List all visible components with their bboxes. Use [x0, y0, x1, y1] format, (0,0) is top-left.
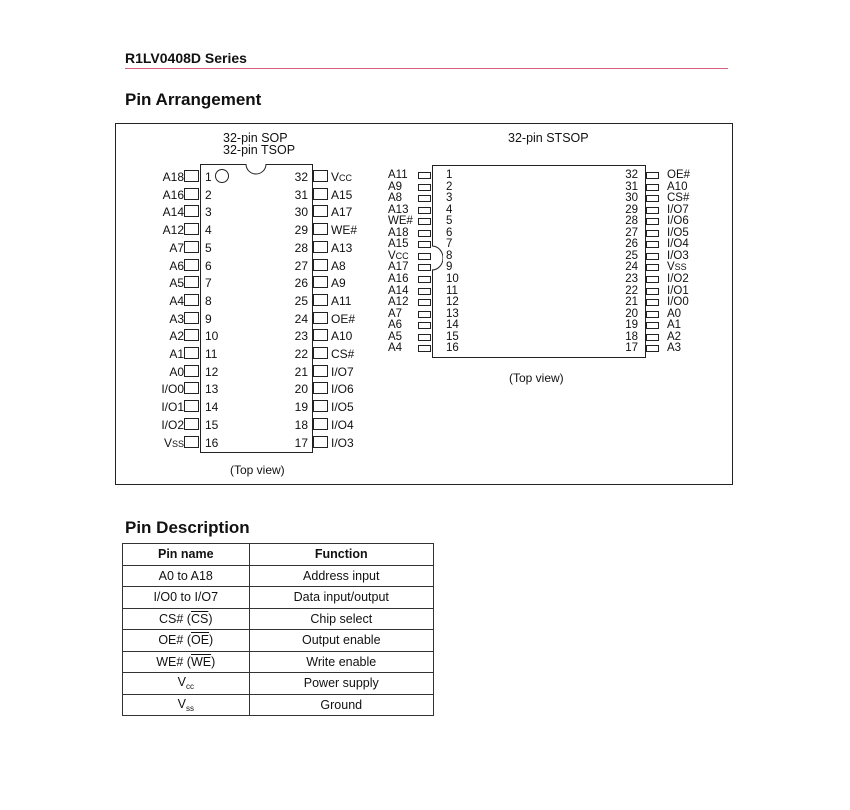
- stsop-pin-lead: [418, 276, 431, 283]
- sop-pin-lead: [313, 294, 328, 306]
- sop-pin-name: A12: [162, 223, 184, 238]
- sop-pin-lead: [184, 170, 199, 182]
- sop-pin-number: 15: [205, 417, 219, 432]
- sop-pin-number: 6: [205, 258, 212, 273]
- stsop-pin-lead: [418, 322, 431, 329]
- stsop-pin-lead: [418, 253, 431, 260]
- pin-name-cell: $V_{cc}$: [123, 673, 250, 695]
- table-row: [123, 565, 434, 587]
- sop-pin-name: I/O5: [331, 400, 354, 415]
- stsop-pin-number: 18: [625, 330, 638, 343]
- stsop-pin-lead: [646, 299, 659, 306]
- stsop-pin-name: A14: [388, 284, 409, 297]
- stsop-pin-number: 29: [625, 203, 638, 216]
- stsop-pin-number: 22: [625, 284, 638, 297]
- sop-pin-lead: [313, 400, 328, 412]
- sop-pin-number: 20: [294, 382, 308, 397]
- pin-name-cell: $V_{ss}$: [123, 694, 250, 716]
- stsop-pin-lead: [418, 230, 431, 237]
- stsop-pin-name: A4: [388, 342, 403, 355]
- stsop-pin-name: A0: [667, 307, 682, 320]
- table-row: [123, 608, 434, 630]
- stsop-package-label: 32-pin STSOP: [508, 131, 589, 145]
- pin-name-cell: A0 to A18: [123, 565, 250, 587]
- stsop-pin-name: A17: [388, 261, 409, 274]
- sop-pin-number: 29: [294, 223, 308, 238]
- sop-pin-number: 19: [294, 400, 308, 415]
- sop-pin-lead: [313, 382, 328, 394]
- sop-pin-lead: [313, 365, 328, 377]
- stsop-pin-lead: [418, 264, 431, 271]
- stsop-pin-name: A6: [388, 319, 403, 332]
- stsop-pin-name: I/O7: [667, 203, 689, 216]
- pin-name-cell: OE# $(\overline{OE})$: [123, 630, 250, 652]
- stsop-pin-lead: [646, 311, 659, 318]
- sop-pin-lead: [313, 347, 328, 359]
- sop-pin-name: A7: [169, 240, 184, 255]
- pin-name-cell: WE# $(\overline{WE})$: [123, 651, 250, 673]
- sop-pin-number: 11: [205, 347, 218, 361]
- stsop-pin-name: A12: [388, 296, 409, 309]
- stsop-pin-name: A3: [667, 342, 682, 355]
- sop-pin-number: 28: [294, 240, 308, 255]
- stsop-pin-name: WE#: [388, 215, 413, 228]
- sop-pin-name: I/O7: [331, 364, 354, 379]
- sop-pin-number: 13: [205, 382, 219, 397]
- stsop-pin-number: 9: [446, 261, 453, 274]
- sop-pin-name: VCC: [331, 170, 353, 184]
- sop-pin-number: 2: [205, 187, 212, 202]
- sop-pin-name: A18: [162, 170, 184, 184]
- sop-pin-name: A15: [331, 187, 353, 202]
- stsop-pin-name: OE#: [667, 169, 691, 181]
- stsop-pin-name: I/O6: [667, 215, 689, 228]
- table-row: [123, 651, 434, 673]
- sop-pin-lead: [313, 276, 328, 288]
- stsop-pin-lead: [418, 334, 431, 341]
- stsop-pin-lead: [418, 345, 431, 352]
- pin-description-heading: Pin Description: [125, 518, 250, 537]
- sop-pin-lead: [184, 329, 199, 341]
- stsop-pin-lead: [418, 241, 431, 248]
- stsop-pin-lead: [418, 184, 431, 191]
- sop-pin-lead: [313, 188, 328, 200]
- sop-pin-number: 30: [294, 205, 308, 220]
- stsop-pin-lead: [646, 264, 659, 271]
- sop-pin-lead: [184, 241, 199, 253]
- sop-pin-name: I/O6: [331, 382, 354, 397]
- stsop-pin-name: A10: [667, 180, 688, 193]
- sop-pin-number: 32: [294, 170, 308, 184]
- sop-pin-name: I/O1: [161, 400, 184, 415]
- stsop-pin-lead: [646, 230, 659, 237]
- sop-pin-lead: [313, 205, 328, 217]
- stsop-pin-number: 12: [446, 296, 459, 309]
- sop-pin-number: 14: [205, 400, 219, 415]
- stsop-pin-number: 19: [625, 319, 638, 332]
- sop-pin-number: 21: [294, 364, 308, 379]
- stsop-pin-number: 3: [446, 192, 453, 205]
- stsop-pin-lead: [646, 276, 659, 283]
- sop-pin-number: 7: [205, 276, 212, 291]
- sop-pin-number: 4: [205, 223, 212, 238]
- stsop-pin-lead: [646, 172, 659, 179]
- sop-top-view-label: (Top view): [230, 463, 285, 477]
- stsop-pin-name: I/O0: [667, 296, 689, 309]
- sop-pin-name: I/O2: [161, 417, 184, 432]
- sop-package-label: 32-pin SOP: [223, 131, 288, 145]
- stsop-pin-lead: [646, 253, 659, 260]
- table-row: [123, 673, 434, 695]
- function-cell: Ground: [249, 694, 433, 716]
- sop-pin-lead: [184, 205, 199, 217]
- sop-pin-number: 26: [294, 276, 308, 291]
- stsop-pin-lead: [646, 195, 659, 202]
- sop-pin-name: A2: [169, 329, 184, 344]
- function-cell: Address input: [249, 565, 433, 587]
- sop-pin-number: 9: [205, 311, 212, 326]
- sop-pin-name: A17: [331, 205, 353, 220]
- sop-pin-number: 16: [205, 435, 219, 450]
- stsop-pin-lead: [418, 299, 431, 306]
- stsop-pin-number: 2: [446, 180, 453, 193]
- stsop-pin-name: A8: [388, 192, 403, 205]
- stsop-pin-number: 13: [446, 307, 459, 320]
- stsop-pin-lead: [418, 311, 431, 318]
- stsop-pin-number: 5: [446, 215, 453, 228]
- sop-pin-number: 5: [205, 240, 212, 255]
- sop-pin-name: VSS: [163, 435, 184, 450]
- sop-pin-number: 18: [294, 417, 308, 432]
- stsop-pin-number: 25: [625, 249, 638, 262]
- sop-pin-lead: [184, 418, 199, 430]
- sop-pin-name: A3: [169, 311, 184, 326]
- function-cell: Output enable: [249, 630, 433, 652]
- sop-pin-lead: [313, 418, 328, 430]
- sop-pin-name: A11: [331, 293, 352, 308]
- pin-arrangement-heading: Pin Arrangement: [125, 90, 262, 109]
- stsop-pin-number: 20: [625, 307, 638, 320]
- stsop-pin-lead: [646, 345, 659, 352]
- stsop-pin-number: 14: [446, 319, 459, 332]
- sop-pin-lead: [313, 312, 328, 324]
- sop-pin-lead: [184, 276, 199, 288]
- sop-pin-name: A1: [169, 347, 184, 361]
- tsop-package-label: 32-pin TSOP: [223, 143, 296, 157]
- stsop-pin-lead: [646, 288, 659, 295]
- stsop-pin-lead: [646, 322, 659, 329]
- sop-pin-lead: [184, 382, 199, 394]
- sop-pin-lead: [184, 223, 199, 235]
- stsop-pin-name: I/O3: [667, 249, 689, 262]
- sop-pin-number: 25: [294, 293, 308, 308]
- header-rule: [125, 68, 728, 69]
- sop-pin-lead: [313, 241, 328, 253]
- stsop-pin-number: 23: [625, 272, 638, 285]
- sop-pin-lead: [184, 436, 199, 448]
- stsop-notch-icon: [431, 245, 443, 271]
- sop-pin-lead: [184, 259, 199, 271]
- stsop-pin-name: I/O4: [667, 238, 689, 251]
- stsop-pin-number: 10: [446, 272, 459, 285]
- stsop-pin-number: 8: [446, 249, 453, 262]
- sop-pin-number: 10: [205, 329, 219, 344]
- stsop-chip-body: [432, 165, 646, 358]
- sop-pin-name: I/O3: [331, 435, 354, 450]
- sop-pin-name: A8: [331, 258, 346, 273]
- sop-pin-lead: [184, 294, 199, 306]
- stsop-top-view-label: (Top view): [509, 371, 564, 385]
- sop-pin-lead: [184, 365, 199, 377]
- stsop-pin-name: A16: [388, 272, 409, 285]
- stsop-pin-number: 31: [625, 180, 638, 193]
- stsop-pin-name: A11: [388, 169, 408, 181]
- stsop-pin-number: 15: [446, 330, 459, 343]
- series-title: R1LV0408D Series: [125, 50, 247, 66]
- pin-description-table: [122, 543, 434, 716]
- sop-pin-number: 27: [294, 258, 308, 273]
- stsop-pin-name: I/O1: [667, 284, 689, 297]
- stsop-pin-name: VSS: [667, 261, 687, 274]
- column-header-function: Function: [249, 544, 433, 566]
- stsop-pin-number: 32: [625, 169, 638, 181]
- sop-pin-name: A14: [162, 205, 184, 220]
- stsop-pin-number: 4: [446, 203, 453, 216]
- stsop-pin-number: 17: [625, 342, 638, 355]
- sop-pin-number: 31: [294, 187, 308, 202]
- sop-pin-number: 3: [205, 205, 212, 220]
- stsop-pin-number: 30: [625, 192, 638, 205]
- stsop-pin-name: A7: [388, 307, 403, 320]
- stsop-pin-lead: [418, 288, 431, 295]
- stsop-pin-lead: [418, 207, 431, 214]
- sop-pin-name: CS#: [331, 347, 355, 361]
- table-row: [123, 587, 434, 609]
- stsop-pin-lead: [646, 218, 659, 225]
- sop-pin-lead: [313, 436, 328, 448]
- table-header-row: [123, 544, 434, 566]
- sop-pin-lead: [184, 347, 199, 359]
- sop-pin-name: WE#: [331, 223, 358, 238]
- stsop-pin-lead: [646, 207, 659, 214]
- pin-name-cell: I/O0 to I/O7: [123, 587, 250, 609]
- stsop-pin-number: 7: [446, 238, 453, 251]
- sop-pin-name: A6: [169, 258, 184, 273]
- stsop-pin-lead: [646, 334, 659, 341]
- sop-pin-lead: [313, 170, 328, 182]
- sop-pin-number: 22: [294, 347, 308, 361]
- function-cell: Power supply: [249, 673, 433, 695]
- sop-pin-name: A16: [162, 187, 184, 202]
- stsop-pin-number: 24: [625, 261, 638, 274]
- stsop-pin-name: I/O2: [667, 272, 689, 285]
- sop-pin-name: I/O0: [161, 382, 184, 397]
- function-cell: Data input/output: [249, 587, 433, 609]
- sop-pin-lead: [184, 400, 199, 412]
- stsop-pin-lead: [418, 218, 431, 225]
- function-cell: Write enable: [249, 651, 433, 673]
- stsop-pin-number: 11: [446, 284, 458, 297]
- stsop-pin-number: 27: [625, 226, 638, 239]
- sop-pin-lead: [313, 259, 328, 271]
- sop-pin-number: 24: [294, 311, 308, 326]
- sop-pin-lead: [313, 329, 328, 341]
- stsop-pin-name: A2: [667, 330, 682, 343]
- stsop-pin-name: A1: [667, 319, 682, 332]
- sop-pin-number: 12: [205, 364, 219, 379]
- sop-pin-name: A0: [169, 364, 184, 379]
- stsop-pin-name: A18: [388, 226, 409, 239]
- stsop-pin-lead: [418, 195, 431, 202]
- sop-pin-number: 17: [294, 435, 308, 450]
- sop-pin-name: A4: [169, 293, 184, 308]
- sop-pin-lead: [184, 188, 199, 200]
- sop-pin-lead: [313, 223, 328, 235]
- stsop-pin-number: 26: [625, 238, 638, 251]
- sop-pin-name: A5: [169, 276, 184, 291]
- sop-pin-name: I/O4: [331, 417, 354, 432]
- sop-pin-name: OE#: [331, 311, 356, 326]
- stsop-pin-name: VCC: [388, 249, 409, 262]
- sop-pin-name: A10: [331, 329, 353, 344]
- sop-pin-number: 1: [205, 170, 212, 184]
- stsop-pin-name: A15: [388, 238, 409, 251]
- sop-pin-lead: [184, 312, 199, 324]
- column-header-pin-name: Pin name: [123, 544, 250, 566]
- stsop-pin-number: 1: [446, 169, 453, 181]
- stsop-pin-name: A9: [388, 180, 403, 193]
- sop-pin-number: 23: [294, 329, 308, 344]
- stsop-pin-number: 16: [446, 342, 459, 355]
- table-row: [123, 630, 434, 652]
- stsop-pin-number: 28: [625, 215, 638, 228]
- stsop-pin-lead: [418, 172, 431, 179]
- sop-pin-name: A9: [331, 276, 346, 291]
- stsop-pin-lead: [646, 184, 659, 191]
- stsop-pin-number: 21: [625, 296, 638, 309]
- stsop-pin-name: A5: [388, 330, 403, 343]
- stsop-pin-name: I/O5: [667, 226, 689, 239]
- sop-pin-number: 8: [205, 293, 212, 308]
- table-row: [123, 694, 434, 716]
- function-cell: Chip select: [249, 608, 433, 630]
- stsop-pin-lead: [646, 241, 659, 248]
- stsop-pin-name: A13: [388, 203, 409, 216]
- sop-pin-name: A13: [331, 240, 353, 255]
- pin-name-cell: CS# $(\overline{CS})$: [123, 608, 250, 630]
- stsop-pin-name: CS#: [667, 192, 690, 205]
- stsop-pin-number: 6: [446, 226, 453, 239]
